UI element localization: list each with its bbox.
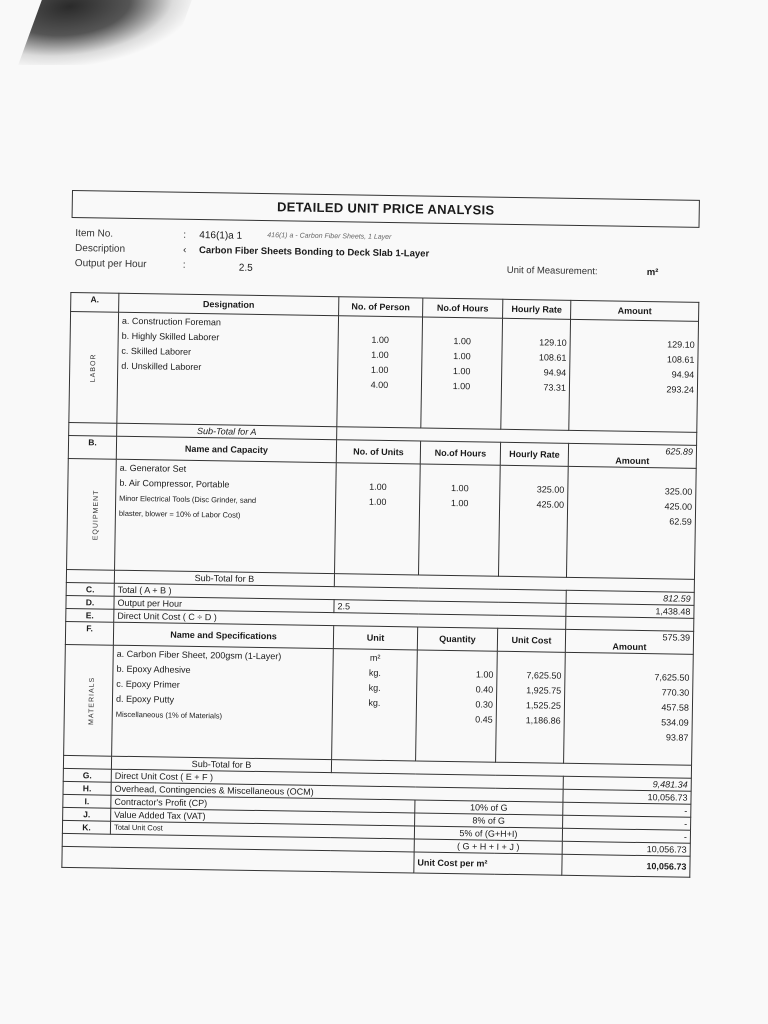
cell: 0.45 <box>475 714 493 725</box>
row-value: 9,481.34 <box>563 776 691 791</box>
row-label: Output per Hour <box>114 596 334 612</box>
cell: 1.00 <box>453 351 471 362</box>
cell <box>335 725 412 741</box>
direct-unit-cost-value: 575.39 <box>662 632 691 643</box>
row-label: Value Added Tax (VAT) <box>111 808 415 826</box>
labor-side-label: LABOR <box>69 311 119 423</box>
cell <box>423 511 496 527</box>
cell <box>421 652 494 668</box>
item-handwritten-note: 416(1) a - Carbon Fiber Sheets, 1 Layer <box>267 232 392 242</box>
row-code: G. <box>63 768 111 782</box>
col-header-unit: Unit <box>333 626 417 650</box>
list-item: b. Highly Skilled Laborer <box>121 330 220 343</box>
uom-value: m² <box>646 267 659 279</box>
description-label: Description <box>74 243 126 255</box>
colon: ‹ <box>182 244 187 256</box>
item-no-value: 416(1)a 1 <box>199 230 243 242</box>
equipment-rates <box>498 465 568 577</box>
cell: 534.09 <box>661 717 689 728</box>
list-item: blaster, blower = 10% of Labor Cost) <box>118 508 241 520</box>
cell <box>342 317 419 333</box>
list-item: a. Carbon Fiber Sheet, 200gsm (1-Layer) <box>116 648 282 662</box>
cell: 129.10 <box>667 339 695 350</box>
row-label: Direct Unit Cost ( E + F ) <box>111 769 563 789</box>
description-value: Carbon Fiber Sheets Bonding to Deck Slab 1-Layer <box>198 245 430 260</box>
cell: 325.00 <box>536 484 565 495</box>
cell <box>506 320 567 336</box>
col-header-amount-cell <box>568 443 696 468</box>
labor-persons <box>337 316 423 428</box>
equipment-side-label: EQUIPMENT <box>67 458 117 570</box>
cell: 0.40 <box>475 684 494 695</box>
cell <box>503 467 564 483</box>
row-middle: 2.5 <box>334 600 566 617</box>
cell: 7,625.50 <box>654 672 690 683</box>
row-code: K. <box>62 820 110 834</box>
cell: 1.00 <box>370 364 389 375</box>
cell: 425.00 <box>664 501 693 512</box>
page-title: DETAILED UNIT PRICE ANALYSIS <box>72 190 700 228</box>
col-header-quantity: Quantity <box>417 627 497 651</box>
col-header-rate: Hourly Rate <box>503 299 571 319</box>
col-header-amount: Amount <box>571 300 699 321</box>
cell: 1,925.75 <box>526 685 562 696</box>
cell: 325.00 <box>664 486 693 497</box>
unit-price-sheet <box>61 190 700 878</box>
row-code: E. <box>66 608 114 622</box>
output-value: 2.5 <box>238 262 253 274</box>
col-header-units: No. of Units <box>336 440 420 464</box>
labor-amounts <box>569 319 699 432</box>
list-item <box>121 374 334 392</box>
cell: kg. <box>368 697 381 708</box>
cell: 1.00 <box>452 381 471 392</box>
equipment-names <box>115 459 337 573</box>
list-item: Miscellaneous (1% of Materials) <box>115 709 223 721</box>
cell <box>339 464 416 480</box>
output-label: Output per Hour <box>74 258 147 271</box>
labor-hours <box>421 317 503 429</box>
colon: : <box>182 259 186 271</box>
cell: 1.00 <box>450 497 469 509</box>
unit-cost-label: Unit Cost per m² <box>414 852 562 875</box>
colon: : <box>183 229 187 241</box>
labor-rates <box>501 318 571 430</box>
materials-units <box>332 649 418 761</box>
blank-cell <box>62 846 414 873</box>
cell: 93.87 <box>665 732 689 743</box>
row-middle: 10% of G <box>415 800 563 815</box>
cell: 1.00 <box>451 482 469 494</box>
cell: 62.59 <box>669 516 692 527</box>
cell: 1.00 <box>452 366 471 377</box>
col-header-unit-cost: Unit Cost <box>497 628 565 652</box>
cell <box>503 512 564 528</box>
cell <box>426 319 499 335</box>
cell <box>423 466 496 482</box>
cell: 0.30 <box>475 699 494 710</box>
materials-quantities <box>416 650 498 762</box>
cell: 7,625.50 <box>526 670 562 681</box>
list-item: c. Skilled Laborer <box>121 345 192 357</box>
row-code: C. <box>66 582 114 596</box>
cell <box>339 509 416 525</box>
equipment-hours <box>418 464 500 576</box>
labor-subtotal-value: 625.89 <box>665 446 694 457</box>
col-header-amount: Amount <box>612 641 647 653</box>
equipment-subtotal-label: Sub-Total for B <box>114 570 334 586</box>
cell: 425.00 <box>536 499 565 510</box>
cell: 1,525.25 <box>525 700 562 711</box>
list-item <box>115 722 328 740</box>
row-value: 812.59 <box>566 590 694 605</box>
row-value: - <box>563 815 691 830</box>
item-no-label: Item No. <box>75 228 114 240</box>
row-label: Contractor's Profit (CP) <box>111 795 415 813</box>
blank-cell <box>66 569 114 583</box>
list-item: a. Generator Set <box>119 462 187 474</box>
equipment-amounts <box>566 466 696 579</box>
row-value: 10,056.73 <box>563 789 691 804</box>
labor-designations <box>117 312 339 426</box>
cell: 129.10 <box>539 337 567 348</box>
col-header-name-specs: Name and Specifications <box>113 622 333 648</box>
list-item: b. Epoxy Adhesive <box>116 663 191 675</box>
col-header-hours: No.of Hours <box>420 441 500 465</box>
row-code: D. <box>66 595 114 609</box>
equipment-units <box>335 463 421 575</box>
row-label: Total ( A + B ) <box>114 583 566 603</box>
row-label: Total Unit Cost <box>110 821 414 839</box>
col-header-amount-cell <box>565 629 693 654</box>
cell: 770.30 <box>661 687 690 698</box>
list-item: c. Epoxy Primer <box>116 678 180 690</box>
row-value: - <box>562 828 690 843</box>
cell: 457.58 <box>661 702 690 713</box>
analysis-table <box>61 292 699 878</box>
list-item: b. Air Compressor, Portable <box>119 477 230 490</box>
section-code-a: A. <box>71 292 119 312</box>
cell <box>336 710 413 726</box>
cell: 293.24 <box>666 384 695 395</box>
row-middle: 5% of (G+H+I) <box>414 826 562 841</box>
unit-cost-value: 10,056.73 <box>562 854 690 877</box>
col-header-rate: Hourly Rate <box>500 442 568 466</box>
row-code: H. <box>63 781 111 795</box>
materials-subtotal-label: Sub-Total for B <box>111 756 331 772</box>
cell: kg. <box>368 667 382 678</box>
total-formula: ( G + H + I + J ) <box>457 841 520 853</box>
cell: 1.00 <box>368 496 387 507</box>
list-item: Minor Electrical Tools (Disc Grinder, sand <box>119 493 257 505</box>
list-item: a. Construction Foreman <box>121 315 222 328</box>
list-item: d. Unskilled Laborer <box>121 360 202 373</box>
row-value: 1,438.48 <box>566 603 694 618</box>
section-code-b: B. <box>68 435 116 459</box>
row-code: I. <box>63 794 111 808</box>
scan-smudge <box>18 0 192 65</box>
cell: 4.00 <box>370 379 389 390</box>
materials-unit-costs <box>496 651 566 763</box>
col-header-hours: No.of Hours <box>423 298 503 318</box>
materials-side-label: MATERIALS <box>64 644 114 756</box>
cell: 94.94 <box>543 367 567 378</box>
cell: 1.00 <box>371 349 389 360</box>
list-item: d. Epoxy Putty <box>115 693 175 705</box>
cell <box>501 653 562 669</box>
uom-label: Unit of Measurement: <box>506 264 598 278</box>
row-value: - <box>563 802 691 817</box>
materials-names <box>112 645 334 759</box>
cell: 1,186.86 <box>525 715 561 726</box>
cell: 1.00 <box>369 481 387 492</box>
cell: 1.00 <box>475 669 494 680</box>
materials-amounts <box>564 652 694 765</box>
blank-cell <box>63 755 111 769</box>
cell: 108.61 <box>666 354 695 365</box>
total-formula-value: 10,056.73 <box>562 841 690 856</box>
cell <box>419 727 492 743</box>
row-label: Direct Unit Cost ( C ÷ D ) <box>114 609 566 629</box>
col-header-amount: Amount <box>615 455 650 467</box>
col-header-designation: Designation <box>119 293 339 315</box>
cell: 108.61 <box>538 352 567 363</box>
cell: 1.00 <box>453 336 472 347</box>
labor-subtotal-label: Sub-Total for A <box>117 423 337 439</box>
cell: 73.31 <box>543 382 567 393</box>
blank-cell <box>69 422 117 436</box>
col-header-persons: No. of Person <box>339 297 423 317</box>
row-label: Overhead, Contingencies & Miscellaneous (OCM) <box>111 782 563 802</box>
row-code: J. <box>63 807 111 821</box>
cell: kg. <box>368 682 381 693</box>
cell: m² <box>369 652 381 663</box>
cell: 94.94 <box>671 369 695 380</box>
col-header-name-capacity: Name and Capacity <box>116 436 336 462</box>
row-middle: 8% of G <box>415 813 563 828</box>
item-header <box>70 228 699 300</box>
cell: 1.00 <box>371 334 390 345</box>
section-code-f: F. <box>65 621 113 645</box>
cell <box>499 728 560 744</box>
